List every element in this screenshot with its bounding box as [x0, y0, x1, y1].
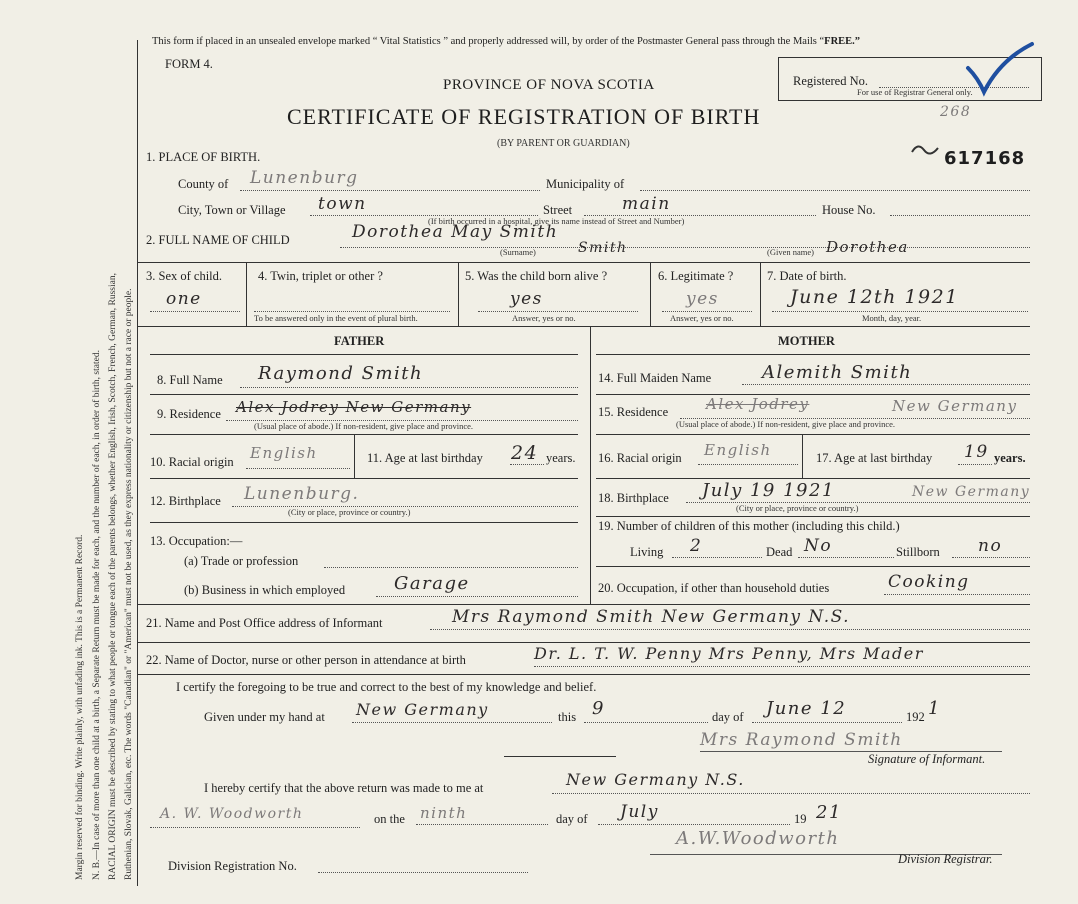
informant-label: 21. Name and Post Office address of Informant	[146, 616, 383, 630]
child-name-label: 2. FULL NAME OF CHILD	[146, 233, 290, 247]
postal-notice: This form if placed in an unsealed envelope marked “ Vital Statistics ” and properly addressed will, by order of the Postmaster General pass through the Mails “FREE.”	[152, 36, 861, 47]
registrar-year-prefix: 19	[794, 812, 807, 826]
dead-value: No	[804, 536, 833, 556]
child-given-value: Dorothea	[826, 238, 909, 256]
form-number: FORM 4.	[165, 57, 213, 71]
mother-heading: MOTHER	[778, 334, 835, 348]
father-birthplace-value: Lunenburg.	[244, 484, 360, 504]
living-value: 2	[690, 536, 703, 556]
place-of-birth-heading: 1. PLACE OF BIRTH.	[146, 150, 261, 164]
mother-residence-value-2: New Germany	[892, 397, 1018, 415]
registrar-signature: A.W.Woodworth	[676, 828, 840, 849]
father-residence-label: 9. Residence	[157, 407, 221, 421]
mother-age-value: 19	[964, 442, 989, 462]
margin-note-3: RACIAL ORIGIN must be described by stating to what people or tongue each of the parents belongs, whether English, Irish, Scotch, French, German, Russian,	[108, 273, 118, 880]
certificate-title: CERTIFICATE OF REGISTRATION OF BIRTH	[287, 104, 761, 129]
registered-note: For use of Registrar General only.	[857, 87, 973, 97]
mother-name-value: Alemith Smith	[762, 362, 913, 383]
father-age-label: 11. Age at last birthday	[367, 451, 483, 465]
hospital-note: (If birth occurred in a hospital, give its name instead of Street and Number)	[428, 216, 685, 226]
mother-birthplace-value-2: New Germany	[912, 484, 1031, 500]
sex-label: 3. Sex of child.	[146, 269, 223, 283]
year-value: 1	[928, 698, 941, 719]
informant-signature: Mrs Raymond Smith	[700, 730, 903, 750]
attendant-label: 22. Name of Doctor, nurse or other person in attendance at birth	[146, 653, 466, 667]
stillborn-label: Stillborn	[896, 545, 940, 559]
registered-label: Registered No.	[793, 74, 868, 88]
margin-note-2: N. B.—In case of more than one child at a birth, a Separate Return must be made for each, and the number of each, in order of birth, stated.	[92, 350, 102, 880]
twin-label: 4. Twin, triplet or other ?	[258, 269, 383, 283]
registrar-statement: I hereby certify that the above return was made to me at	[204, 781, 484, 795]
father-name-label: 8. Full Name	[157, 373, 223, 387]
children-count-label: 19. Number of children of this mother (including this child.)	[598, 519, 900, 533]
check-mark-icon	[960, 40, 1040, 100]
stillborn-value: no	[978, 536, 1003, 556]
registrar-name-value: A. W. Woodworth	[160, 806, 304, 822]
pen-scribble-icon	[910, 140, 940, 160]
city-label: City, Town or Village	[178, 203, 286, 217]
father-name-value: Raymond Smith	[258, 363, 424, 384]
this-label: this	[558, 710, 577, 724]
registrar-year-value: 21	[816, 802, 842, 823]
registrar-day-label: day of	[556, 812, 588, 826]
dob-label: 7. Date of birth.	[767, 269, 847, 283]
registrar-day-value: July	[620, 802, 659, 822]
year-prefix: 192	[906, 710, 925, 724]
city-value: town	[318, 194, 367, 214]
signature-label: Signature of Informant.	[868, 752, 986, 766]
mother-name-label: 14. Full Maiden Name	[598, 371, 712, 385]
mother-residence-label: 15. Residence	[598, 405, 669, 419]
father-age-unit: years.	[546, 451, 576, 465]
division-registration-label: Division Registration No.	[168, 859, 297, 873]
margin-note-4: Ruthenian, Slovak, Galician, etc. The words "Canadian" or "American" must not be used, as they express nationality or citizenship but not a race or people.	[124, 288, 134, 880]
registrar-place-value: New Germany N.S.	[566, 770, 745, 789]
mother-racial-label: 16. Racial origin	[598, 451, 682, 465]
father-heading: FATHER	[334, 334, 385, 348]
father-occupation-label: 13. Occupation:—	[150, 534, 243, 548]
county-label: County of	[178, 177, 229, 191]
alive-label: 5. Was the child born alive ?	[465, 269, 608, 283]
margin-note-1: Margin reserved for binding. Write plainly, with unfading ink. This is a Permanent Record.	[75, 534, 85, 880]
house-number-label: House No.	[822, 203, 876, 217]
child-name-value: Dorothea May Smith	[352, 222, 559, 242]
registration-stamp-number: 617168	[944, 148, 1026, 169]
mother-residence-value: Alex Jodrey	[706, 395, 810, 413]
street-value: main	[622, 194, 671, 214]
mother-age-unit: years.	[994, 451, 1026, 465]
on-the-value: ninth	[420, 804, 468, 822]
street-label: Street	[543, 203, 573, 217]
mother-occupation-label: 20. Occupation, if other than household duties	[598, 581, 830, 595]
pencil-mark: 268	[940, 104, 972, 120]
municipality-label: Municipality of	[546, 177, 625, 191]
certificate-subtitle: (BY PARENT OR GUARDIAN)	[497, 138, 630, 149]
father-racial-value: English	[250, 444, 318, 462]
father-birthplace-note: (City or place, province or country.)	[288, 507, 411, 517]
given-name-label: (Given name)	[767, 247, 814, 257]
day-of-label: day of	[712, 710, 744, 724]
legitimate-note: Answer, yes or no.	[670, 313, 734, 323]
division-registrar-label: Division Registrar.	[898, 852, 993, 866]
trade-label: (a) Trade or profession	[184, 554, 299, 568]
alive-note: Answer, yes or no.	[512, 313, 576, 323]
legitimate-label: 6. Legitimate ?	[658, 269, 734, 283]
business-label: (b) Business in which employed	[184, 583, 346, 597]
father-birthplace-label: 12. Birthplace	[150, 494, 221, 508]
mother-birthplace-label: 18. Birthplace	[598, 491, 669, 505]
dead-label: Dead	[766, 545, 793, 559]
child-surname-value: Smith	[578, 240, 628, 256]
legitimate-value: yes	[686, 289, 719, 309]
surname-label: (Surname)	[500, 247, 536, 257]
sex-value: one	[166, 289, 202, 309]
mother-birthplace-value: July 19 1921	[702, 480, 835, 501]
on-the-label: on the	[374, 812, 405, 826]
dob-value: June 12th 1921	[790, 286, 959, 308]
left-border	[137, 40, 138, 886]
mother-occupation-value: Cooking	[888, 572, 970, 592]
this-value: 9	[592, 698, 605, 719]
father-business-value: Garage	[394, 573, 470, 594]
mother-birthplace-note: (City or place, province or country.)	[736, 503, 859, 513]
attendant-value: Dr. L. T. W. Penny Mrs Penny, Mrs Mader	[534, 644, 924, 663]
certify-statement: I certify the foregoing to be true and correct to the best of my knowledge and belief.	[176, 680, 597, 694]
county-value: Lunenburg	[250, 168, 359, 188]
informant-value: Mrs Raymond Smith New Germany N.S.	[452, 607, 851, 627]
living-label: Living	[630, 545, 664, 559]
mother-age-label: 17. Age at last birthday	[816, 451, 933, 465]
dob-note: Month, day, year.	[862, 313, 922, 323]
father-racial-label: 10. Racial origin	[150, 455, 234, 469]
given-under-label: Given under my hand at	[204, 710, 325, 724]
mother-racial-value: English	[704, 441, 772, 459]
mother-residence-note: (Usual place of abode.) If non-resident, give place and province.	[676, 419, 896, 429]
father-residence-value: Alex Jodrey New Germany	[236, 398, 472, 416]
alive-value: yes	[510, 289, 543, 309]
father-age-value: 24	[511, 442, 539, 464]
given-place-value: New Germany	[356, 700, 489, 719]
twin-note: To be answered only in the event of plural birth.	[254, 313, 418, 323]
day-of-value: June 12	[766, 698, 847, 719]
father-residence-note: (Usual place of abode.) If non-resident, give place and province.	[254, 421, 474, 431]
province-heading: PROVINCE OF NOVA SCOTIA	[443, 77, 655, 93]
